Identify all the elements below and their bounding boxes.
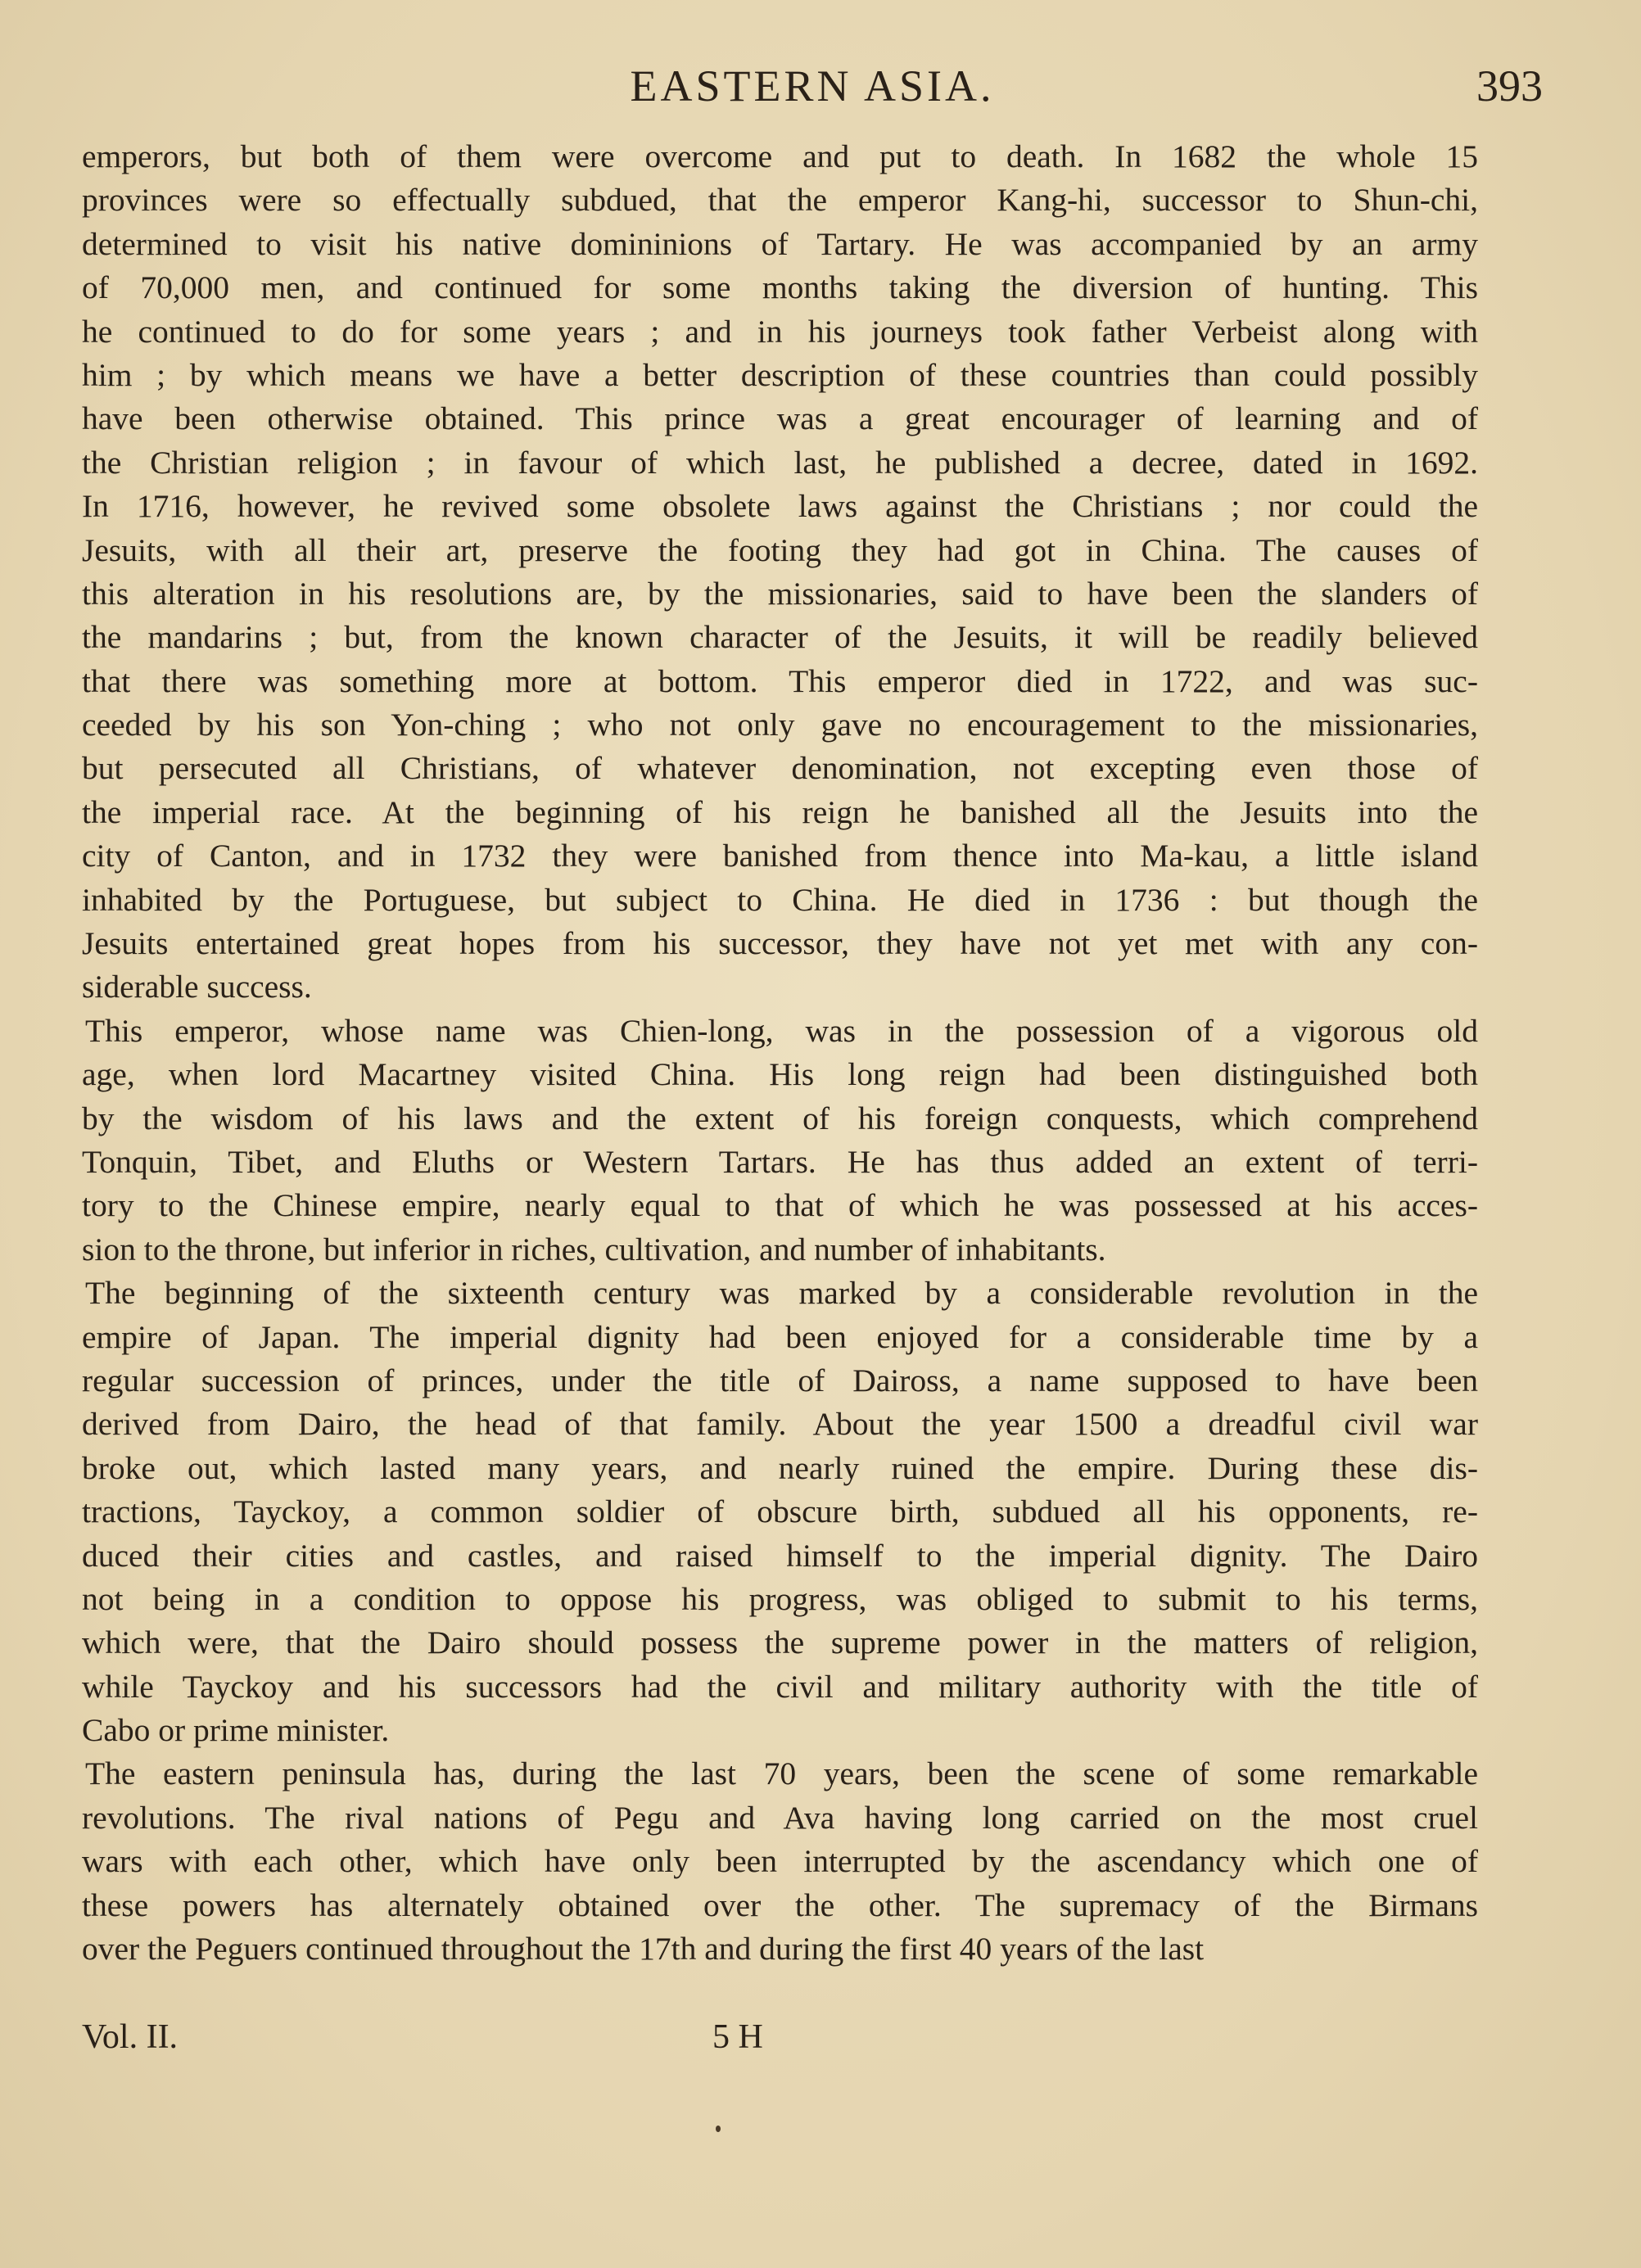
text-line: of 70,000 men, and continued for some months taking the diversion of hunting. This (82, 269, 1478, 306)
text-line: Cabo or prime minister. (82, 1712, 390, 1749)
text-line: empire of Japan. The imperial dignity had been enjoyed for a considerable time by a (82, 1318, 1478, 1355)
text-line: the mandarins ; but, from the known character of the Jesuits, it will be readily believed (82, 619, 1478, 656)
text-line: In 1716, however, he revived some obsolete laws against the Christians ; nor could the (82, 488, 1478, 525)
text-line: these powers has alternately obtained over the other. The supremacy of the Birmans (82, 1886, 1478, 1923)
text-line: over the Peguers continued throughout the 17th and during the first 40 years of the last (82, 1931, 1205, 1968)
paper-speck (716, 2126, 721, 2132)
text-line: while Tayckoy and his successors had the civil and military authority with the title of (82, 1668, 1478, 1705)
text-line: him ; by which means we have a better description of these countries than could possibly (82, 356, 1478, 393)
text-line: but persecuted all Christians, of whatever denomination, not excepting even those of (82, 750, 1478, 787)
text-line: Jesuits, with all their art, preserve the footing they had got in China. The causes of (82, 531, 1478, 568)
text-line: emperors, but both of them were overcome and put to death. In 1682 the whole 15 (82, 138, 1478, 174)
text-line: the Christian religion ; in favour of which last, he published a decree, dated in 1692. (82, 444, 1478, 481)
text-line: broke out, which lasted many years, and nearly ruined the empire. During these dis- (82, 1449, 1478, 1486)
volume-label: Vol. II. (82, 2018, 179, 2056)
text-line: not being in a condition to oppose his progress, was obliged to submit to his terms, (82, 1580, 1478, 1617)
text-line: The eastern peninsula has, during the last 70 years, been the scene of some remarkable (85, 1755, 1478, 1792)
page-footer (82, 2017, 1543, 2067)
text-line: tory to the Chinese empire, nearly equal to that of which he was possessed at his acces- (82, 1187, 1478, 1224)
text-line: city of Canton, and in 1732 they were banished from thence into Ma-kau, a little island (82, 838, 1478, 874)
text-line: revolutions. The rival nations of Pegu and Ava having long carried on the most cruel (82, 1799, 1478, 1836)
text-line: determined to visit his native domininions of Tartary. He was accompanied by an army (82, 225, 1478, 262)
text-line: provinces were so effectually subdued, that the emperor Kang-hi, successor to Shun-chi, (82, 182, 1478, 219)
text-line: This emperor, whose name was Chien-long, was in the possession of a vigorous old (85, 1012, 1478, 1049)
text-line: siderable success. (82, 969, 312, 1005)
text-line: which were, that the Dairo should possess the supreme power in the matters of religion, (82, 1624, 1478, 1661)
text-line: The beginning of the sixteenth century was marked by a considerable revolution in the (85, 1275, 1478, 1312)
text-line: Tonquin, Tibet, and Eluths or Western Tartars. He has thus added an extent of terri- (82, 1143, 1478, 1180)
text-line: duced their cities and castles, and raised himself to the imperial dignity. The Dairo (82, 1537, 1478, 1574)
text-line: the imperial race. At the beginning of his reign he banished all the Jesuits into the (82, 793, 1478, 830)
text-line: derived from Dairo, the head of that family. About the year 1500 a dreadful civil war (82, 1406, 1478, 1443)
text-line: inhabited by the Portuguese, but subject to China. He died in 1736 : but though the (82, 881, 1478, 918)
text-line: this alteration in his resolutions are, by the missionaries, said to have been the slanders of (82, 575, 1478, 612)
text-line: by the wisdom of his laws and the extent of his foreign conquests, which comprehend (82, 1100, 1478, 1136)
page-number: 393 (1476, 61, 1543, 111)
signature-mark: 5 H (712, 2018, 763, 2056)
running-title: EASTERN ASIA. (630, 61, 995, 111)
text-line: Jesuits entertained great hopes from his successor, they have not yet met with any con- (82, 925, 1478, 962)
text-line: that there was something more at bottom. This emperor died in 1722, and was suc- (82, 662, 1478, 699)
text-line: tractions, Tayckoy, a common soldier of obscure birth, subdued all his opponents, re- (82, 1493, 1478, 1530)
text-line: he continued to do for some years ; and in his journeys took father Verbeist along with (82, 313, 1478, 350)
body-text (82, 135, 1478, 1971)
text-line: age, when lord Macartney visited China. His long reign had been distinguished both (82, 1056, 1478, 1093)
page-header (82, 51, 1543, 116)
text-line: sion to the throne, but inferior in riches, cultivation, and number of inhabitants. (82, 1231, 1106, 1267)
text-line: wars with each other, which have only been interrupted by the ascendancy which one of (82, 1843, 1478, 1880)
text-line: have been otherwise obtained. This prince was a great encourager of learning and of (82, 400, 1478, 437)
text-line: regular succession of princes, under the title of Daiross, a name supposed to have been (82, 1362, 1478, 1398)
text-line: ceeded by his son Yon-ching ; who not only gave no encouragement to the missionaries, (82, 707, 1478, 743)
